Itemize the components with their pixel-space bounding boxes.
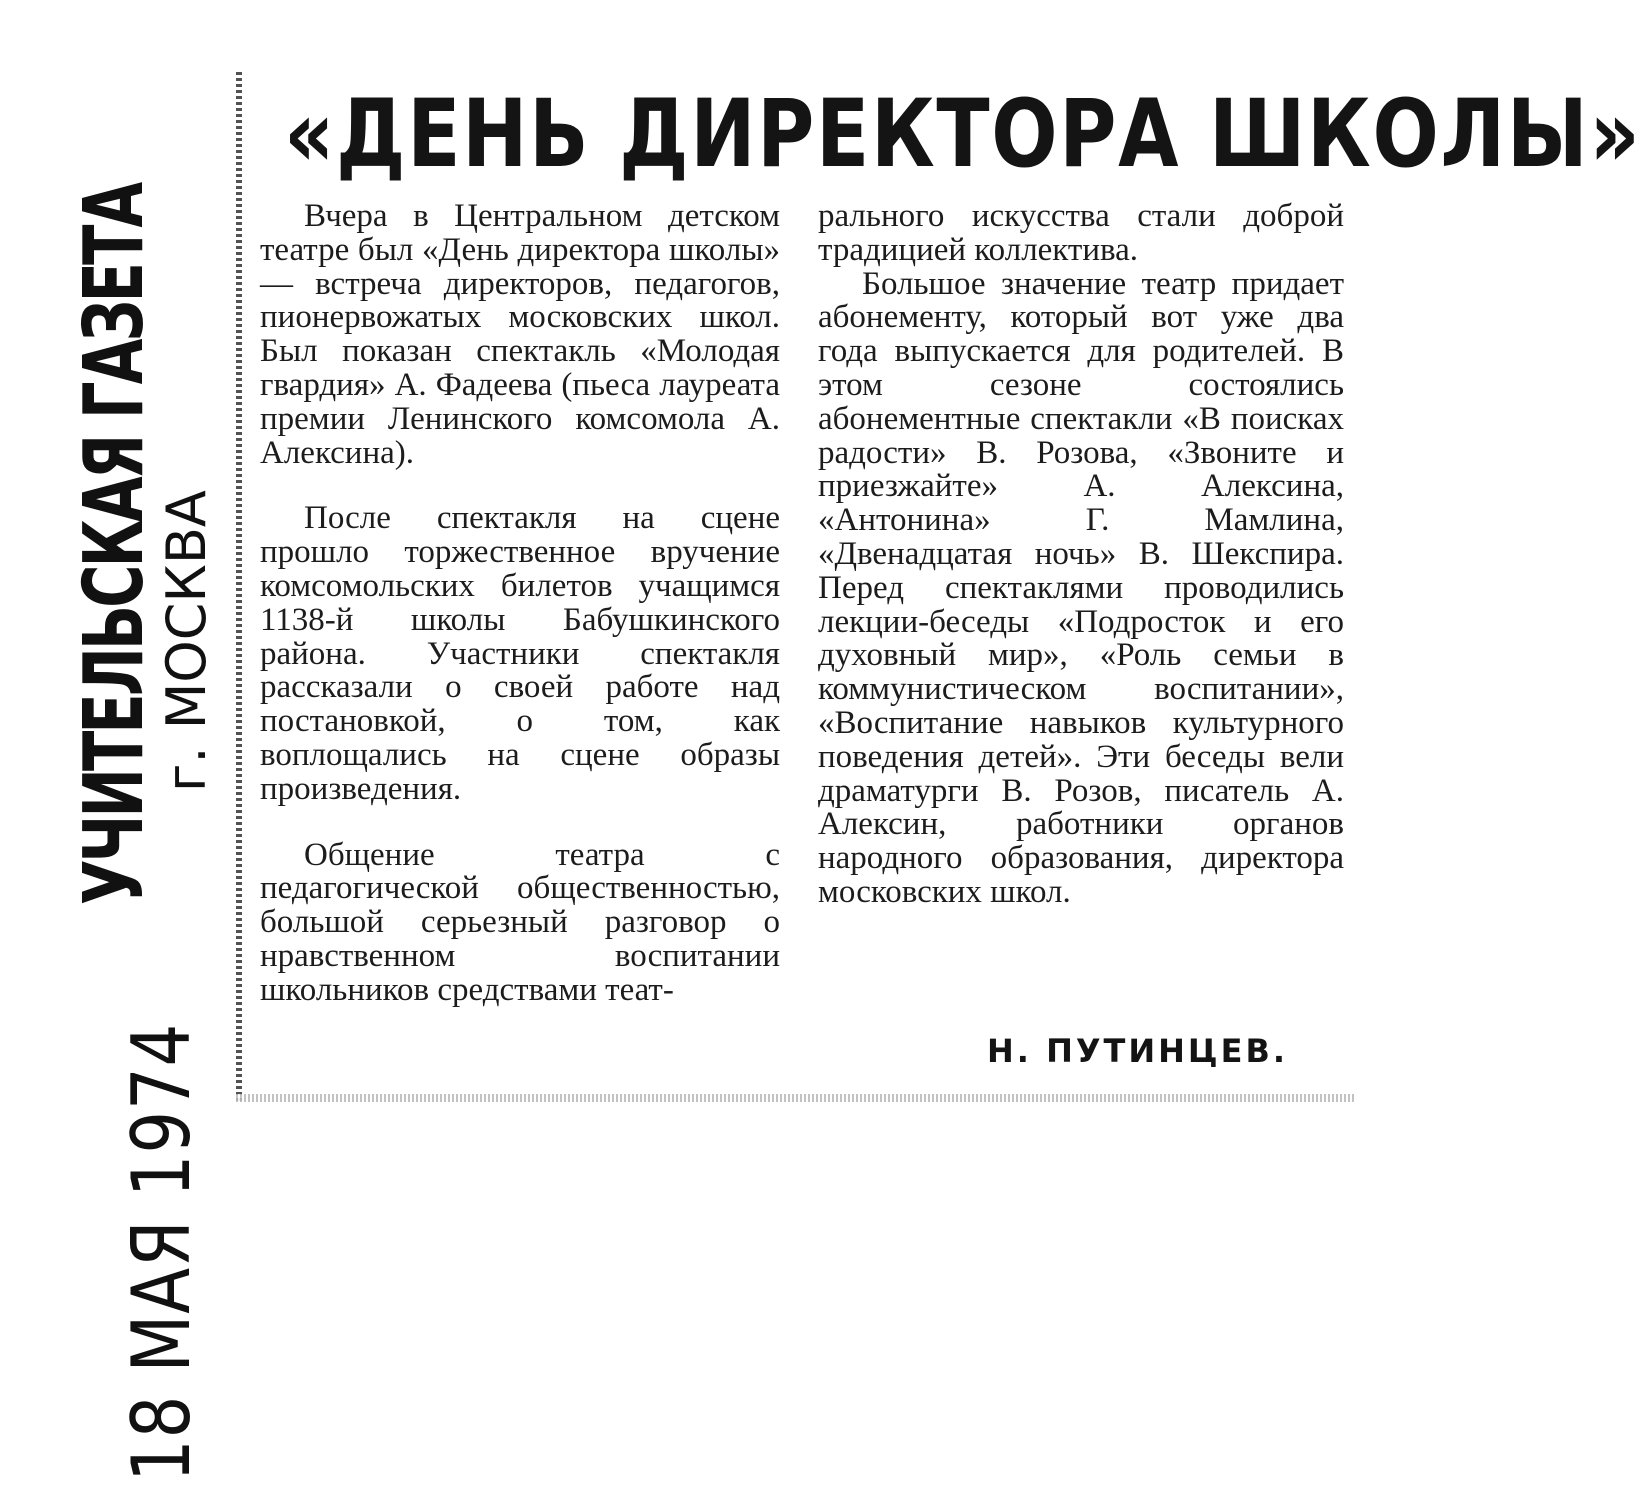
clipping-bottom-border (236, 1094, 1354, 1102)
article-paragraph: Вчера в Центральном детском театре был «День директора школы» — встреча директоров, педагогов, пионервожатых московских школ. Был показан спектакль «Молодая гвардия» А. Фадеева (пьеса лауреата премии Ленинского комсомола А. Алексина). (260, 198, 780, 471)
article-column-1 (260, 200, 780, 1008)
city-stamp: г. МОСКВА (155, 490, 218, 792)
newspaper-clipping (236, 72, 1641, 1102)
article-headline: «ДЕНЬ ДИРЕКТОРА ШКОЛЫ» (284, 80, 1641, 189)
newspaper-name-stamp: УЧИТЕЛЬСКАЯ ГАЗЕТА (67, 184, 162, 906)
date-stamp: 18 МАЯ 1974 (115, 1022, 208, 1482)
article-column-2 (818, 200, 1344, 910)
article-paragraph: Большое значение театр придает абонементу, который вот уже два года выпускается для родителей. В этом сезоне состоялись абонементные спектакли «В поисках радости» В. Розова, «Звоните и приезжайте» А. Алексина, «Антонина» Г. Мамлина, «Двенадцатая ночь» В. Шекспира. Перед спектаклями проводились лекции-беседы «Подросток и его духовный мир», «Роль семьи в коммунистическом воспитании», «Воспитание навыков культурного поведения детей». Эти беседы вели драматурги В. Розов, писатель А. Алексин, работники органов народного образования, директора московских школ. (818, 265, 1344, 910)
article-paragraph-continued: рального искусства стали доброй традицией коллектива. (818, 198, 1344, 268)
article-paragraph: Общение театра с педагогической общественностью, большой серьезный разговор о нравственном воспитании школьников средствами теат- (260, 836, 780, 1008)
article-paragraph: После спектакля на сцене прошло торжественное вручение комсомольских билетов учащимся 1138-й школы Бабушкинского района. Участники спектакля рассказали о своей работе над постановкой, о том, как воплощались на сцене образы произведения. (260, 500, 780, 807)
clipping-left-border (236, 72, 242, 1102)
author-signature: Н. ПУТИНЦЕВ. (986, 1032, 1288, 1070)
